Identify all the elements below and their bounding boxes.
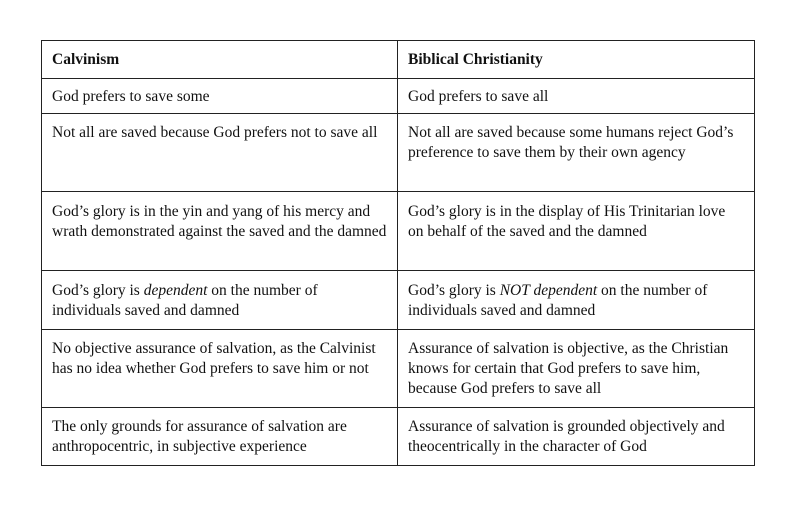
calvinism-cell xyxy=(42,271,398,330)
biblical-cell xyxy=(398,271,755,330)
biblical-cell: Assurance of salvation is grounded objectively and theocentrically in the character of God xyxy=(398,408,755,466)
table-row xyxy=(42,408,755,466)
emphasis-text: NOT dependent xyxy=(499,282,598,299)
table-row xyxy=(42,271,755,330)
table-row xyxy=(42,79,755,114)
cell-text: God’s glory is xyxy=(52,282,144,299)
table-row xyxy=(42,114,755,192)
calvinism-cell: The only grounds for assurance of salvation are anthropocentric, in subjective experience xyxy=(42,408,398,466)
header-calvinism: Calvinism xyxy=(42,41,398,79)
comparison-table xyxy=(41,40,755,466)
cell-text: on the number of individuals saved and damned xyxy=(52,282,318,319)
table-row xyxy=(42,192,755,271)
cell-text: God’s glory is xyxy=(408,282,500,299)
biblical-cell: Assurance of salvation is objective, as the Christian knows for certain that God prefers to save him, because God prefers to save all xyxy=(398,330,755,408)
table-row xyxy=(42,330,755,408)
cell-text: on the number of individuals saved and damned xyxy=(408,282,708,319)
biblical-cell: God’s glory is in the display of His Trinitarian love on behalf of the saved and the damned xyxy=(398,192,755,271)
calvinism-cell: Not all are saved because God prefers not to save all xyxy=(42,114,398,192)
biblical-cell: Not all are saved because some humans reject God’s preference to save them by their own agency xyxy=(398,114,755,192)
calvinism-cell: No objective assurance of salvation, as the Calvinist has no idea whether God prefers to save him or not xyxy=(42,330,398,408)
header-biblical-christianity: Biblical Christianity xyxy=(398,41,755,79)
biblical-cell: God prefers to save all xyxy=(398,79,755,114)
calvinism-cell: God prefers to save some xyxy=(42,79,398,114)
header-row xyxy=(42,41,755,79)
calvinism-cell: God’s glory is in the yin and yang of his mercy and wrath demonstrated against the saved and the damned xyxy=(42,192,398,271)
emphasis-text: dependent xyxy=(143,282,208,299)
